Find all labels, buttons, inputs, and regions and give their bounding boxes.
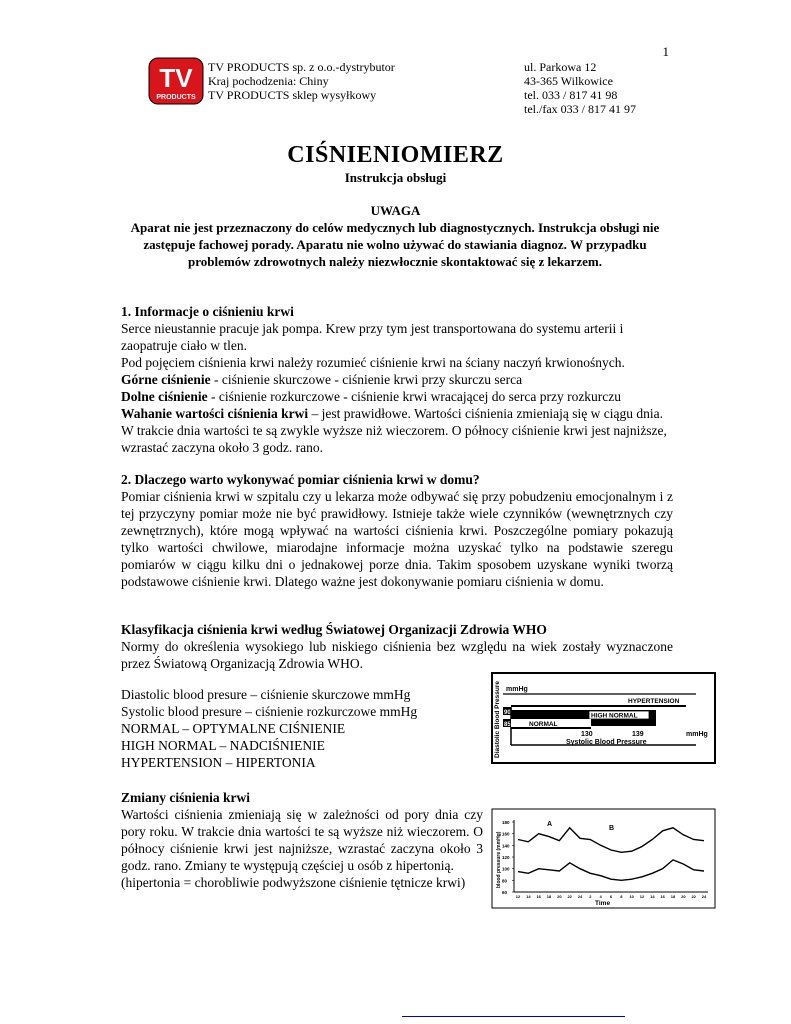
section5-heading: Zmiany ciśnienia krwi xyxy=(121,790,251,805)
chart2-ylabel: blood pressure (mmHg) xyxy=(496,831,502,888)
chart2-xtick: 14 xyxy=(650,894,655,899)
section2-heading: 2. Dlaczego warto wykonywać pomiar ciśnienia krwi w domu? xyxy=(121,472,480,487)
chart2-xtick: 12 xyxy=(515,894,521,899)
chart1-zone-high-normal: HIGH NORMAL xyxy=(591,712,638,720)
chart2-xtick: 12 xyxy=(639,894,645,899)
legend-line: Systolic blood presure – ciśnienie rozkurczowe mmHg xyxy=(121,704,418,719)
chart2-xtick: 10 xyxy=(629,894,634,899)
definition-fluctuation: – jest prawidłowe. Wartości ciśnienia zmieniają się w ciągu dnia. W trakcie dnia wartości te są zwykle wyższe niż wieczorem. O północy ciśnienie krwi jest najniższe, wzrastać zaczyna około 3 godz. rano. xyxy=(121,406,667,455)
header-right-line: 43-365 Wilkowice xyxy=(524,74,613,88)
chart2-ytick: 120 xyxy=(502,855,510,860)
header-address-info xyxy=(524,60,636,116)
warning-text: Aparat nie jest przeznaczony do celów medycznych lub diagnostycznych. Instrukcja obsługi nie zastępuje fachowej porady. Aparatu nie wolno używać do stawiania diagnoz. W przypadku problemów zdrowotnych należy niezwłocznie skontaktować się z lekarzem. xyxy=(130,220,660,269)
legend-line: HIGH NORMAL – NADCIŚNIENIE xyxy=(121,738,325,753)
daily-pressure-chart xyxy=(491,808,716,909)
logo-products-text: PRODUCTS xyxy=(156,94,196,101)
document-title: CIŚNIENIOMIERZ xyxy=(287,142,504,168)
chart1-zone-hypertension: HYPERTENSION xyxy=(628,698,680,705)
chart2-xtick: 14 xyxy=(526,894,531,899)
header-right-line: tel./fax 033 / 817 41 97 xyxy=(524,102,636,116)
section5-text: Wartości ciśnienia zmieniają się w zależności od pory dnia czy pory roku. W trakcie dnia wartości te są wyższe niż wieczorem. O północy ciśnienie krwi jest najniższe, wzrastać zaczyna około 3 godz. rano. Zmiany te występują częściej u osób z hipertonią. xyxy=(121,807,483,873)
chart2-xtick: 20 xyxy=(557,894,562,899)
chart2-xtick: 6 xyxy=(609,894,613,899)
chart2-xtick: 24 xyxy=(577,894,583,899)
who-classification-chart xyxy=(491,672,716,764)
document-subtitle: Instrukcja obsługi xyxy=(344,170,447,185)
chart2-ytick: 80 xyxy=(502,878,508,884)
chart1-ylabel: Diastolic Blood Pressure xyxy=(494,681,501,758)
chart2-xtick: 4 xyxy=(599,894,602,899)
term-diastolic: Dolne ciśnienie xyxy=(121,389,208,404)
header-left-line: Kraj pochodzenia: Chiny xyxy=(208,74,329,88)
definition-diastolic: - ciśnienie rozkurczowe - ciśnienie krwi wracającej do serca przy rozkurczu xyxy=(207,389,622,404)
chart2-xtick: 24 xyxy=(701,894,707,899)
chart1-ytick: 90 xyxy=(504,710,511,716)
chart2-xtick: 18 xyxy=(670,894,676,899)
chart2-xtick: 2 xyxy=(589,894,592,899)
tv-products-logo xyxy=(148,57,204,105)
page-number: 1 xyxy=(662,44,669,59)
header-left-line: TV PRODUCTS sp. z o.o.-dystrybutor xyxy=(208,60,395,74)
chart2-marker-a: A xyxy=(547,821,553,828)
chart2-marker-b: B xyxy=(609,825,615,832)
chart2-xtick: 8 xyxy=(620,894,623,899)
section-blood-pressure-info xyxy=(121,303,673,456)
section2-text: Pomiar ciśnienia krwi w szpitalu czy u lekarza może odbywać się przy pobudzeniu emocjonalnym i z tej przyczyny pomiar może nie być prawidłowy. Istnieje także wiele czynników (wewnętrznych czy zewnętrznych), które mogą wpływać na wartości ciśnienia krwi. Poszczególne pomiary pokazują tylko wartości chwilowe, miarodajne informacje można uzyskać tylko na podstawie szeregu pomiarów w ciągu kilku dni o jednakowej porze dnia. Takim sposobem uzyskane wyniki tworzą podstawowe ciśnienie krwi. Dlatego ważne jest dokonywanie pomiaru ciśnienia w domu. xyxy=(121,489,673,589)
chart2-xlabel: Time xyxy=(595,900,611,907)
section-who-classification xyxy=(121,621,673,672)
chart1-ytick: 85 xyxy=(504,722,511,728)
section-pressure-changes xyxy=(121,789,483,891)
chart1-xunit: mmHg xyxy=(686,731,708,738)
chart2-ytick: 180 xyxy=(502,820,510,825)
chart1-xlabel: Systolic Blood Pressure xyxy=(566,739,647,746)
warning-heading: UWAGA xyxy=(370,203,421,218)
chart1-xtick: 130 xyxy=(581,731,593,738)
section1-heading: 1. Informacje o ciśnieniu krwi xyxy=(121,304,294,319)
header-company-info xyxy=(208,60,395,102)
chart2-ytick: 60 xyxy=(502,890,508,895)
chart2-xtick: 16 xyxy=(660,894,665,899)
chart1-zone-boundary xyxy=(511,705,686,707)
definition-systolic: - ciśnienie skurczowe - ciśnienie krwi przy skurczu serca xyxy=(210,372,523,387)
header-left-line: TV PRODUCTS sklep wysyłkowy xyxy=(208,88,377,102)
chart1-yunit: mmHg xyxy=(506,686,528,693)
header-right-line: tel. 033 / 817 41 98 xyxy=(524,88,618,102)
chart2-xtick: 18 xyxy=(546,894,552,899)
legend-definitions xyxy=(121,686,476,771)
chart2-ytick: 100 xyxy=(502,866,510,872)
chart2-xtick: 20 xyxy=(681,894,686,899)
legend-line: NORMAL – OPTYMALNE CIŚNIENIE xyxy=(121,721,346,736)
section3-heading: Klasyfikacja ciśnienia krwi według Światowej Organizacji Zdrowia WHO xyxy=(121,622,547,637)
section3-text: Normy do określenia wysokiego lub niskiego ciśnienia bez względu na wiek zostały wyznaczone przez Światową Organizacją Zdrowia WHO. xyxy=(121,639,673,671)
legend-line: HYPERTENSION – HIPERTONIA xyxy=(121,755,316,770)
chart2-xtick: 16 xyxy=(536,894,541,899)
header-right-line: ul. Parkowa 12 xyxy=(524,60,597,74)
term-fluctuation: Wahanie wartości ciśnienia krwi xyxy=(121,406,309,421)
chart2-xtick: 22 xyxy=(567,894,572,899)
chart2-ytick: 160 xyxy=(502,831,510,837)
chart2-xtick: 22 xyxy=(691,894,696,899)
legend-line: Diastolic blood presure – ciśnienie skurczowe mmHg xyxy=(121,687,411,702)
term-systolic: Górne ciśnienie xyxy=(121,372,211,387)
section-home-measurement xyxy=(121,471,673,590)
chart2-ytick: 140 xyxy=(502,843,510,849)
footer-link-underline xyxy=(402,1016,625,1017)
chart1-xtick: 139 xyxy=(632,731,644,738)
logo-tv-text: TV xyxy=(159,63,193,93)
section1-paragraph: Serce nieustannie pracuje jak pompa. Krew przy tym jest transportowana do systemu arterii i zaopatruje ciało w tlen. xyxy=(121,321,624,353)
section5-note: (hipertonia = chorobliwie podwyższone ciśnienie tętnicze krwi) xyxy=(121,875,466,890)
chart1-zone-normal: NORMAL xyxy=(529,721,558,728)
section1-paragraph: Pod pojęciem ciśnienia krwi należy rozumieć ciśnienie krwi na ściany naczyń krwionośnych. xyxy=(121,355,625,370)
